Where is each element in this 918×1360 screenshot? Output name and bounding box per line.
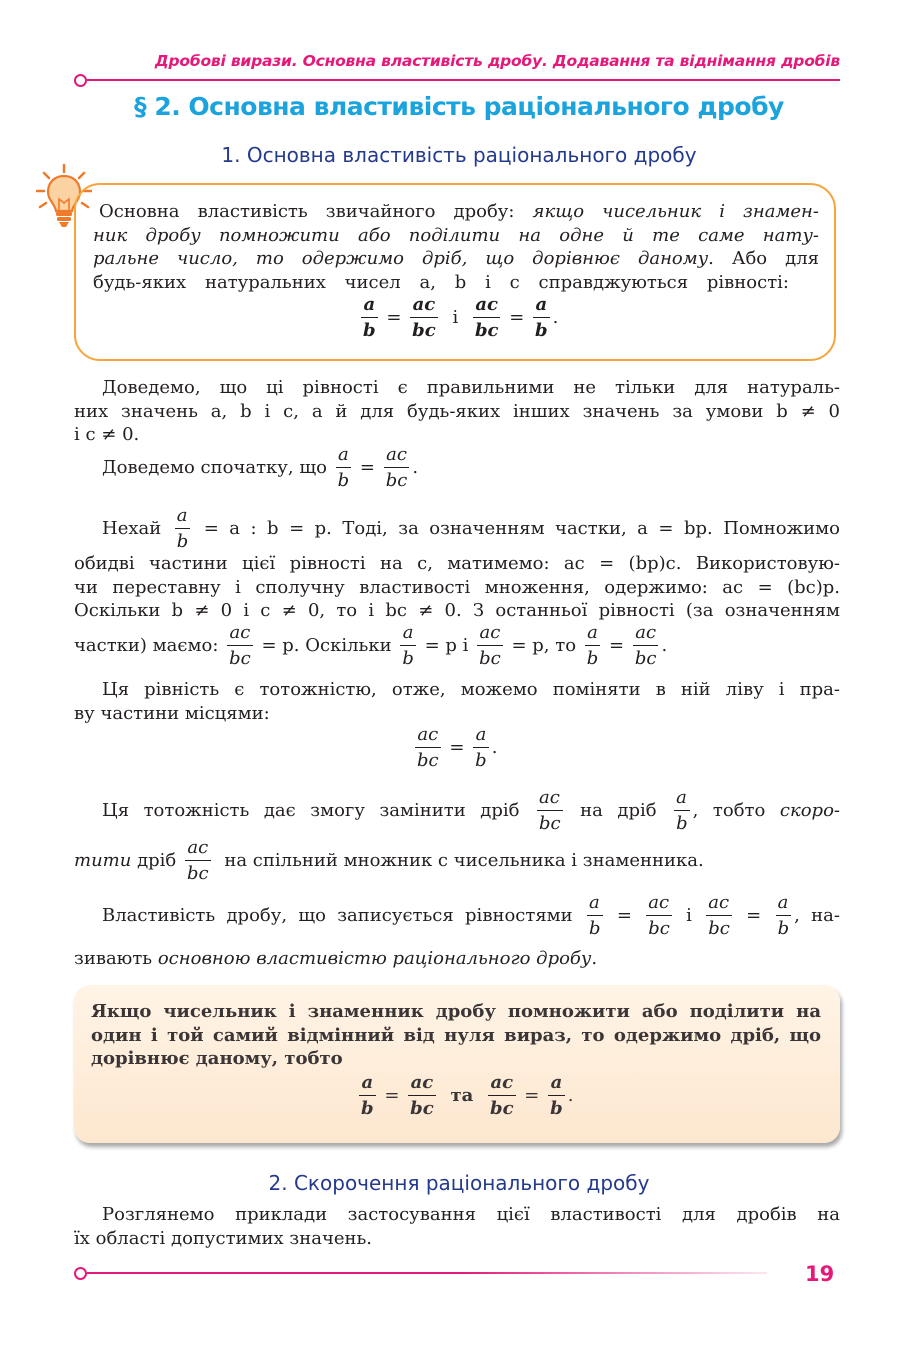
header-rule (87, 79, 840, 81)
formula-rule: $\frac{a}{b}$ = $\frac{ac}{bc}$ та $\frac{ac}{bc}$ = $\frac{a}{b}$ . (361, 1072, 574, 1119)
formula-identity: $\frac{ac}{bc}$ = $\frac{a}{b}$ . (417, 724, 498, 771)
paragraph-3: Нехай $\frac{a}{b}$ = a : b = p. Тоді, за означенням частки, a = bp. Помножимо обидві частини цієї рівності на c, матимемо: ac = (bp)c. Використовую- чи переставну і сполучну властивості множення, одержимо: ac = (bc)p. Оскільки b ≠ 0 і c ≠ 0, то і bc ≠ 0. З останньої рівності (за означенням частки) маємо: $\frac{ac}{bc}$ = p. Оскільки $\frac{a}{b}$ = p і $\frac{ac}{bc}$ = p, то $\frac{a}{b}$ = $\frac{ac}{bc}$ . (74, 505, 840, 669)
definition-text: Основна властивість звичайного дробу: якщо чисельник і знамен- ник дробу помножити або поділити на одне й те саме нату- ральне число, то одержимо дріб, що дорівнює даному. Або для будь-яких натуральних чисел a, b і c справджуються рівності: (93, 201, 819, 293)
footer-rule (87, 1272, 767, 1274)
page-number: 19 (805, 1262, 835, 1286)
ring-marker (74, 74, 87, 87)
paragraph-4: Ця рівність є тотожністю, отже, можемо поміняти в ній ліву і пра- ву частини місцями: (74, 679, 840, 724)
paragraph-5: Ця тотожність дає змогу замінити дріб $\frac{ac}{bc}$ на дріб $\frac{a}{b}$ , тобто скоро- тити дріб $\frac{ac}{bc}$ на спільний множник c чисельника і знаменника. (74, 787, 840, 884)
subsection-title-2: 2. Скорочення раціонального дробу (268, 1171, 650, 1195)
paragraph-1: Доведемо, що ці рівності є правильними не тільки для натураль- них значень a, b і c, а й для будь-яких інших значень за умови b ≠ 0 і c ≠ 0. (74, 377, 840, 445)
paragraph-6: Властивість дробу, що записується рівностями $\frac{a}{b}$ = $\frac{ac}{bc}$ і $\frac{ac}{bc}$ = $\frac{a}{b}$ , на- зивають основною властивістю раціонального дробу. (74, 892, 840, 969)
formula-main: $\frac{a}{b}$ = $\frac{ac}{bc}$ і $\frac{ac}{bc}$ = $\frac{a}{b}$ . (363, 294, 559, 341)
running-head: Дробові вирази. Основна властивість дробу. Додавання та віднімання дробів (154, 52, 840, 70)
footer-ring-marker (74, 1267, 87, 1280)
paragraph-7: Розглянемо приклади застосування цієї властивості для дробів на їх області допустимих значень. (74, 1204, 840, 1249)
subsection-title-1: 1. Основна властивість раціонального дробу (221, 143, 697, 167)
section-title: § 2. Основна властивість раціонального дробу (134, 92, 784, 121)
rule-text: Якщо чисельник і знаменник дробу помножити або поділити на один і той самий відмінний від нуля вираз, то одержимо дріб, що дорівнює даному, тобто (91, 1001, 821, 1069)
paragraph-2: Доведемо спочатку, що $\frac{a}{b}$ = $\frac{ac}{bc}$ . (102, 444, 419, 491)
